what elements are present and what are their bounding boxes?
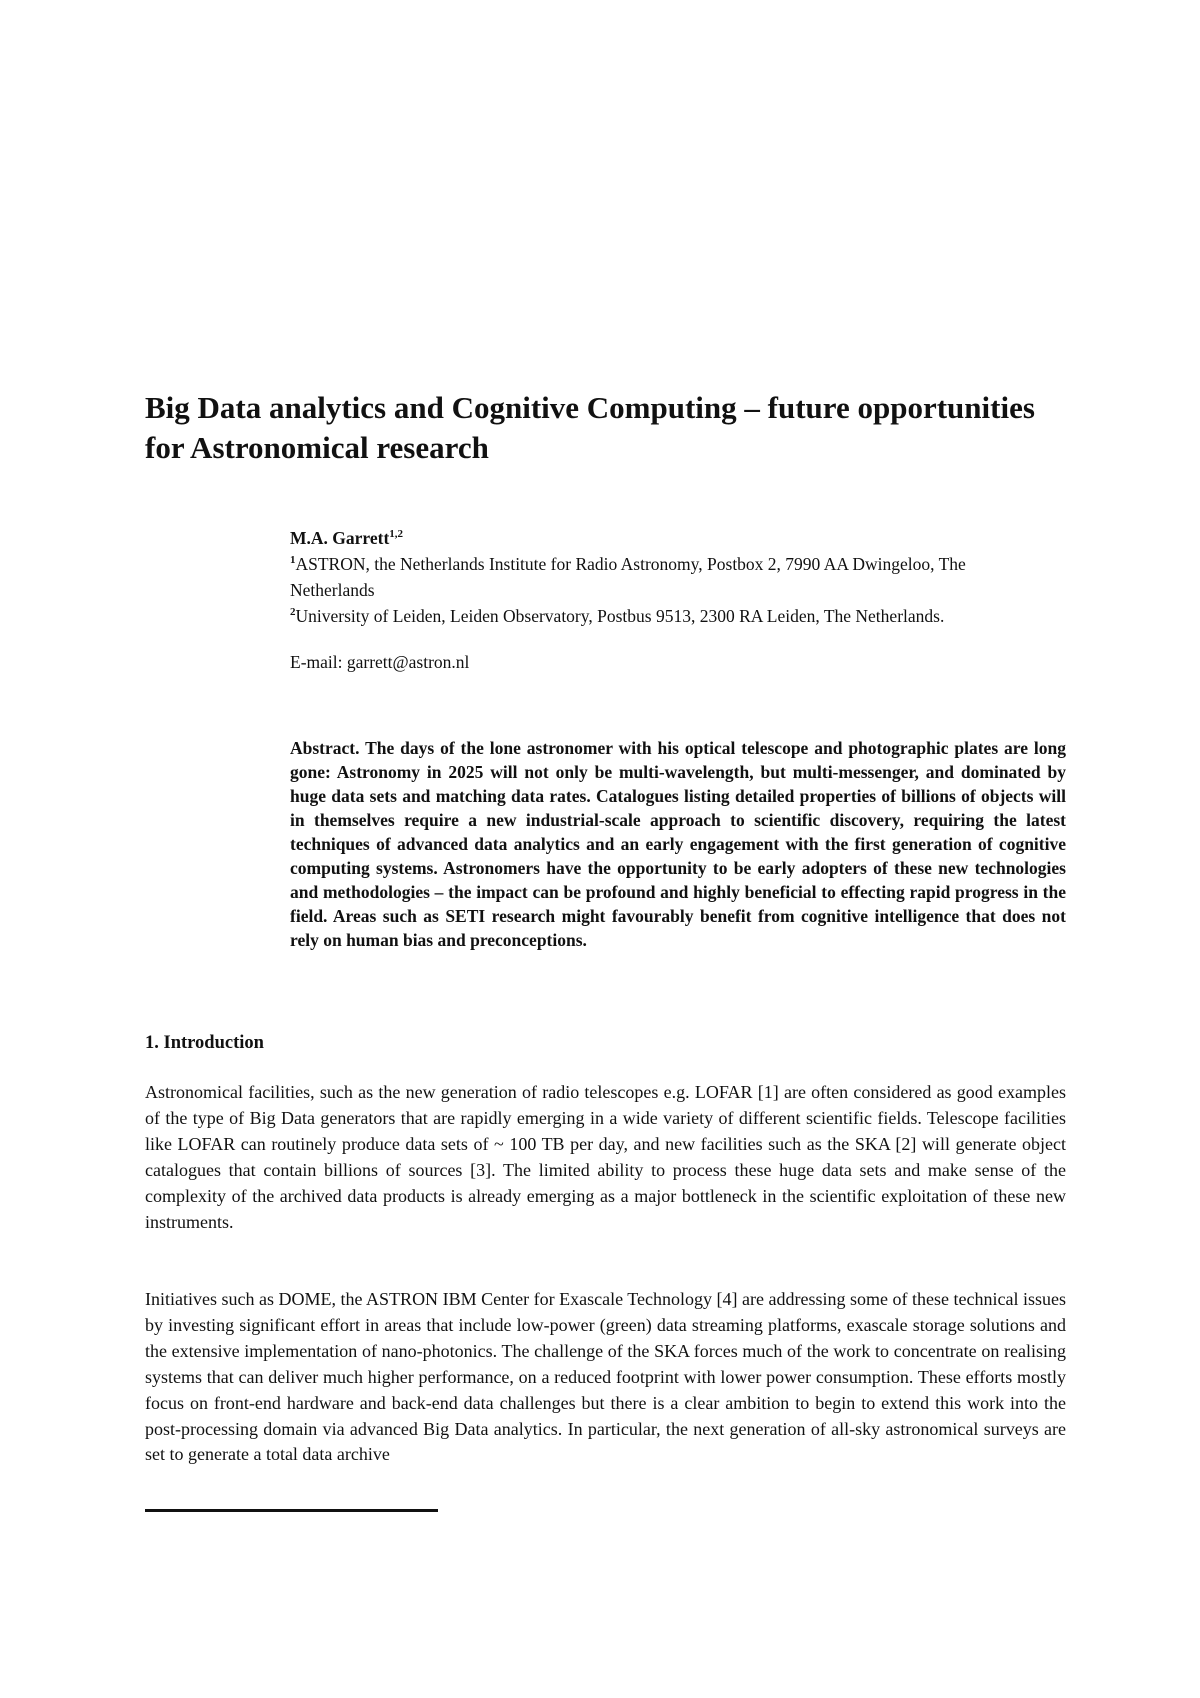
author-block: [290, 525, 1050, 675]
affiliation-2-text: University of Leiden, Leiden Observatory, Postbus 9513, 2300 RA Leiden, The Netherlands.: [295, 606, 945, 626]
author-affiliation-marks: 1,2: [389, 528, 404, 541]
section-heading-introduction: 1. Introduction: [145, 1033, 264, 1053]
author-line: [290, 525, 1050, 551]
author-email: E-mail: garrett@astron.nl: [290, 652, 470, 672]
affiliation-1-text: ASTRON, the Netherlands Institute for Radio Astronomy, Postbox 2, 7990 AA Dwingeloo, The Netherlands: [290, 554, 966, 600]
affiliation-2: [290, 603, 1050, 629]
author-name: M.A. Garrett: [290, 528, 390, 548]
footnote-separator-rule: [145, 1509, 438, 1512]
affiliation-1-mark: 1: [290, 554, 296, 567]
abstract: Abstract. The days of the lone astronomer with his optical telescope and photographic plates are long gone: Astronomy in 2025 will not only be multi-wavelength, but multi-messenger, and dominated by huge data sets and matching data rates. Catalogues listing detailed properties of billions of objects will in themselves require a new industrial-scale approach to scientific discovery, requiring the latest techniques of advanced data analytics and an early engagement with the first generation of cognitive computing systems. Astronomers have the opportunity to be early adopters of these new technologies and methodologies – the impact can be profound and highly beneficial to effecting rapid progress in the field. Areas such as SETI research might favourably benefit from cognitive intelligence that does not rely on human bias and preconceptions.: [290, 738, 1066, 950]
paper-title: Big Data analytics and Cognitive Computing – future opportunities for Astronomical research: [145, 390, 1035, 465]
affiliation-2-mark: 2: [290, 606, 296, 619]
affiliation-1: [290, 551, 1050, 603]
introduction-paragraph-2: Initiatives such as DOME, the ASTRON IBM Center for Exascale Technology [4] are addressing some of these technical issues by investing significant effort in areas that include low-power (green) data streaming platforms, exascale storage solutions and the extensive implementation of nano-photonics. The challenge of the SKA forces much of the work to concentrate on realising systems that can deliver much higher performance, on a reduced footprint with lower power consumption. These efforts mostly focus on front-end hardware and back-end data challenges but there is a clear ambition to begin to extend this work into the post-processing domain via advanced Big Data analytics. In particular, the next generation of all-sky astronomical surveys are set to generate a total data archive: [145, 1289, 1066, 1465]
introduction-paragraph-1: Astronomical facilities, such as the new generation of radio telescopes e.g. LOFAR [1] are often considered as good examples of the type of Big Data generators that are rapidly emerging in a wide variety of different scientific fields. Telescope facilities like LOFAR can routinely produce data sets of ~ 100 TB per day, and new facilities such as the SKA [2] will generate object catalogues that contain billions of sources [3]. The limited ability to process these huge data sets and make sense of the complexity of the archived data products is already emerging as a major bottleneck in the scientific exploitation of these new instruments.: [145, 1082, 1066, 1232]
